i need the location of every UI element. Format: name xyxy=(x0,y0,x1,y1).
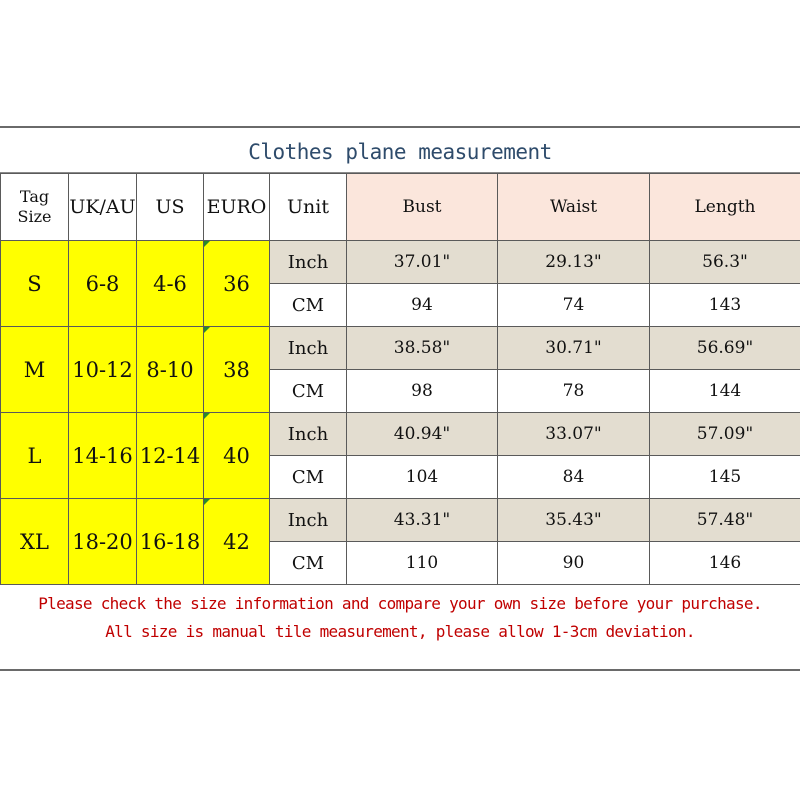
header-row xyxy=(1,174,800,241)
unit-cell: CM xyxy=(270,370,347,413)
uk-au-cell: 6-8 xyxy=(69,241,137,327)
unit-cell: Inch xyxy=(270,327,347,370)
waist-cell: 33.07" xyxy=(498,413,650,456)
length-cell: 143 xyxy=(650,284,800,327)
waist-cell: 84 xyxy=(498,456,650,499)
tag-size-cell: M xyxy=(1,327,69,413)
note-line: Please check the size information and compare your own size before your purchase. xyxy=(38,594,762,613)
table-row xyxy=(1,327,800,370)
length-cell: 145 xyxy=(650,456,800,499)
header-length: Length xyxy=(650,174,800,241)
purchase-notes xyxy=(0,590,800,646)
cell-corner-marker xyxy=(204,241,210,247)
euro-value: 40 xyxy=(223,443,250,468)
length-cell: 146 xyxy=(650,542,800,585)
table-row xyxy=(1,241,800,284)
euro-value: 36 xyxy=(223,271,250,296)
euro-value: 38 xyxy=(223,357,250,382)
waist-cell: 35.43" xyxy=(498,499,650,542)
us-cell: 16-18 xyxy=(137,499,204,585)
bust-cell: 37.01" xyxy=(347,241,498,284)
euro-cell xyxy=(204,327,270,413)
bust-cell: 40.94" xyxy=(347,413,498,456)
bust-cell: 98 xyxy=(347,370,498,413)
cell-corner-marker xyxy=(204,327,210,333)
header-euro: EURO xyxy=(204,174,270,241)
tag-size-cell: S xyxy=(1,241,69,327)
waist-cell: 78 xyxy=(498,370,650,413)
size-chart xyxy=(0,126,800,671)
unit-cell: Inch xyxy=(270,241,347,284)
euro-cell xyxy=(204,499,270,585)
waist-cell: 90 xyxy=(498,542,650,585)
unit-cell: CM xyxy=(270,284,347,327)
waist-cell: 74 xyxy=(498,284,650,327)
uk-au-cell: 10-12 xyxy=(69,327,137,413)
header-unit: Unit xyxy=(270,174,347,241)
size-table xyxy=(0,173,800,585)
uk-au-cell: 14-16 xyxy=(69,413,137,499)
bust-cell: 38.58" xyxy=(347,327,498,370)
header-us: US xyxy=(137,174,204,241)
waist-cell: 30.71" xyxy=(498,327,650,370)
uk-au-cell: 18-20 xyxy=(69,499,137,585)
unit-cell: Inch xyxy=(270,499,347,542)
bust-cell: 43.31" xyxy=(347,499,498,542)
us-cell: 4-6 xyxy=(137,241,204,327)
header-bust: Bust xyxy=(347,174,498,241)
header-uk-au: UK/AU xyxy=(69,174,137,241)
us-cell: 12-14 xyxy=(137,413,204,499)
unit-cell: CM xyxy=(270,542,347,585)
length-cell: 57.09" xyxy=(650,413,800,456)
length-cell: 144 xyxy=(650,370,800,413)
waist-cell: 29.13" xyxy=(498,241,650,284)
bust-cell: 110 xyxy=(347,542,498,585)
table-row xyxy=(1,499,800,542)
length-cell: 57.48" xyxy=(650,499,800,542)
bust-cell: 94 xyxy=(347,284,498,327)
note-line: All size is manual tile measurement, please allow 1-3cm deviation. xyxy=(105,622,695,641)
length-cell: 56.3" xyxy=(650,241,800,284)
unit-cell: CM xyxy=(270,456,347,499)
unit-cell: Inch xyxy=(270,413,347,456)
chart-title: Clothes plane measurement xyxy=(0,128,800,173)
bust-cell: 104 xyxy=(347,456,498,499)
tag-size-cell: XL xyxy=(1,499,69,585)
header-waist: Waist xyxy=(498,174,650,241)
header-tag-size: Tag Size xyxy=(1,174,69,241)
table-row xyxy=(1,413,800,456)
length-cell: 56.69" xyxy=(650,327,800,370)
cell-corner-marker xyxy=(204,413,210,419)
tag-size-cell: L xyxy=(1,413,69,499)
euro-cell xyxy=(204,241,270,327)
us-cell: 8-10 xyxy=(137,327,204,413)
euro-cell xyxy=(204,413,270,499)
euro-value: 42 xyxy=(223,529,250,554)
cell-corner-marker xyxy=(204,499,210,505)
